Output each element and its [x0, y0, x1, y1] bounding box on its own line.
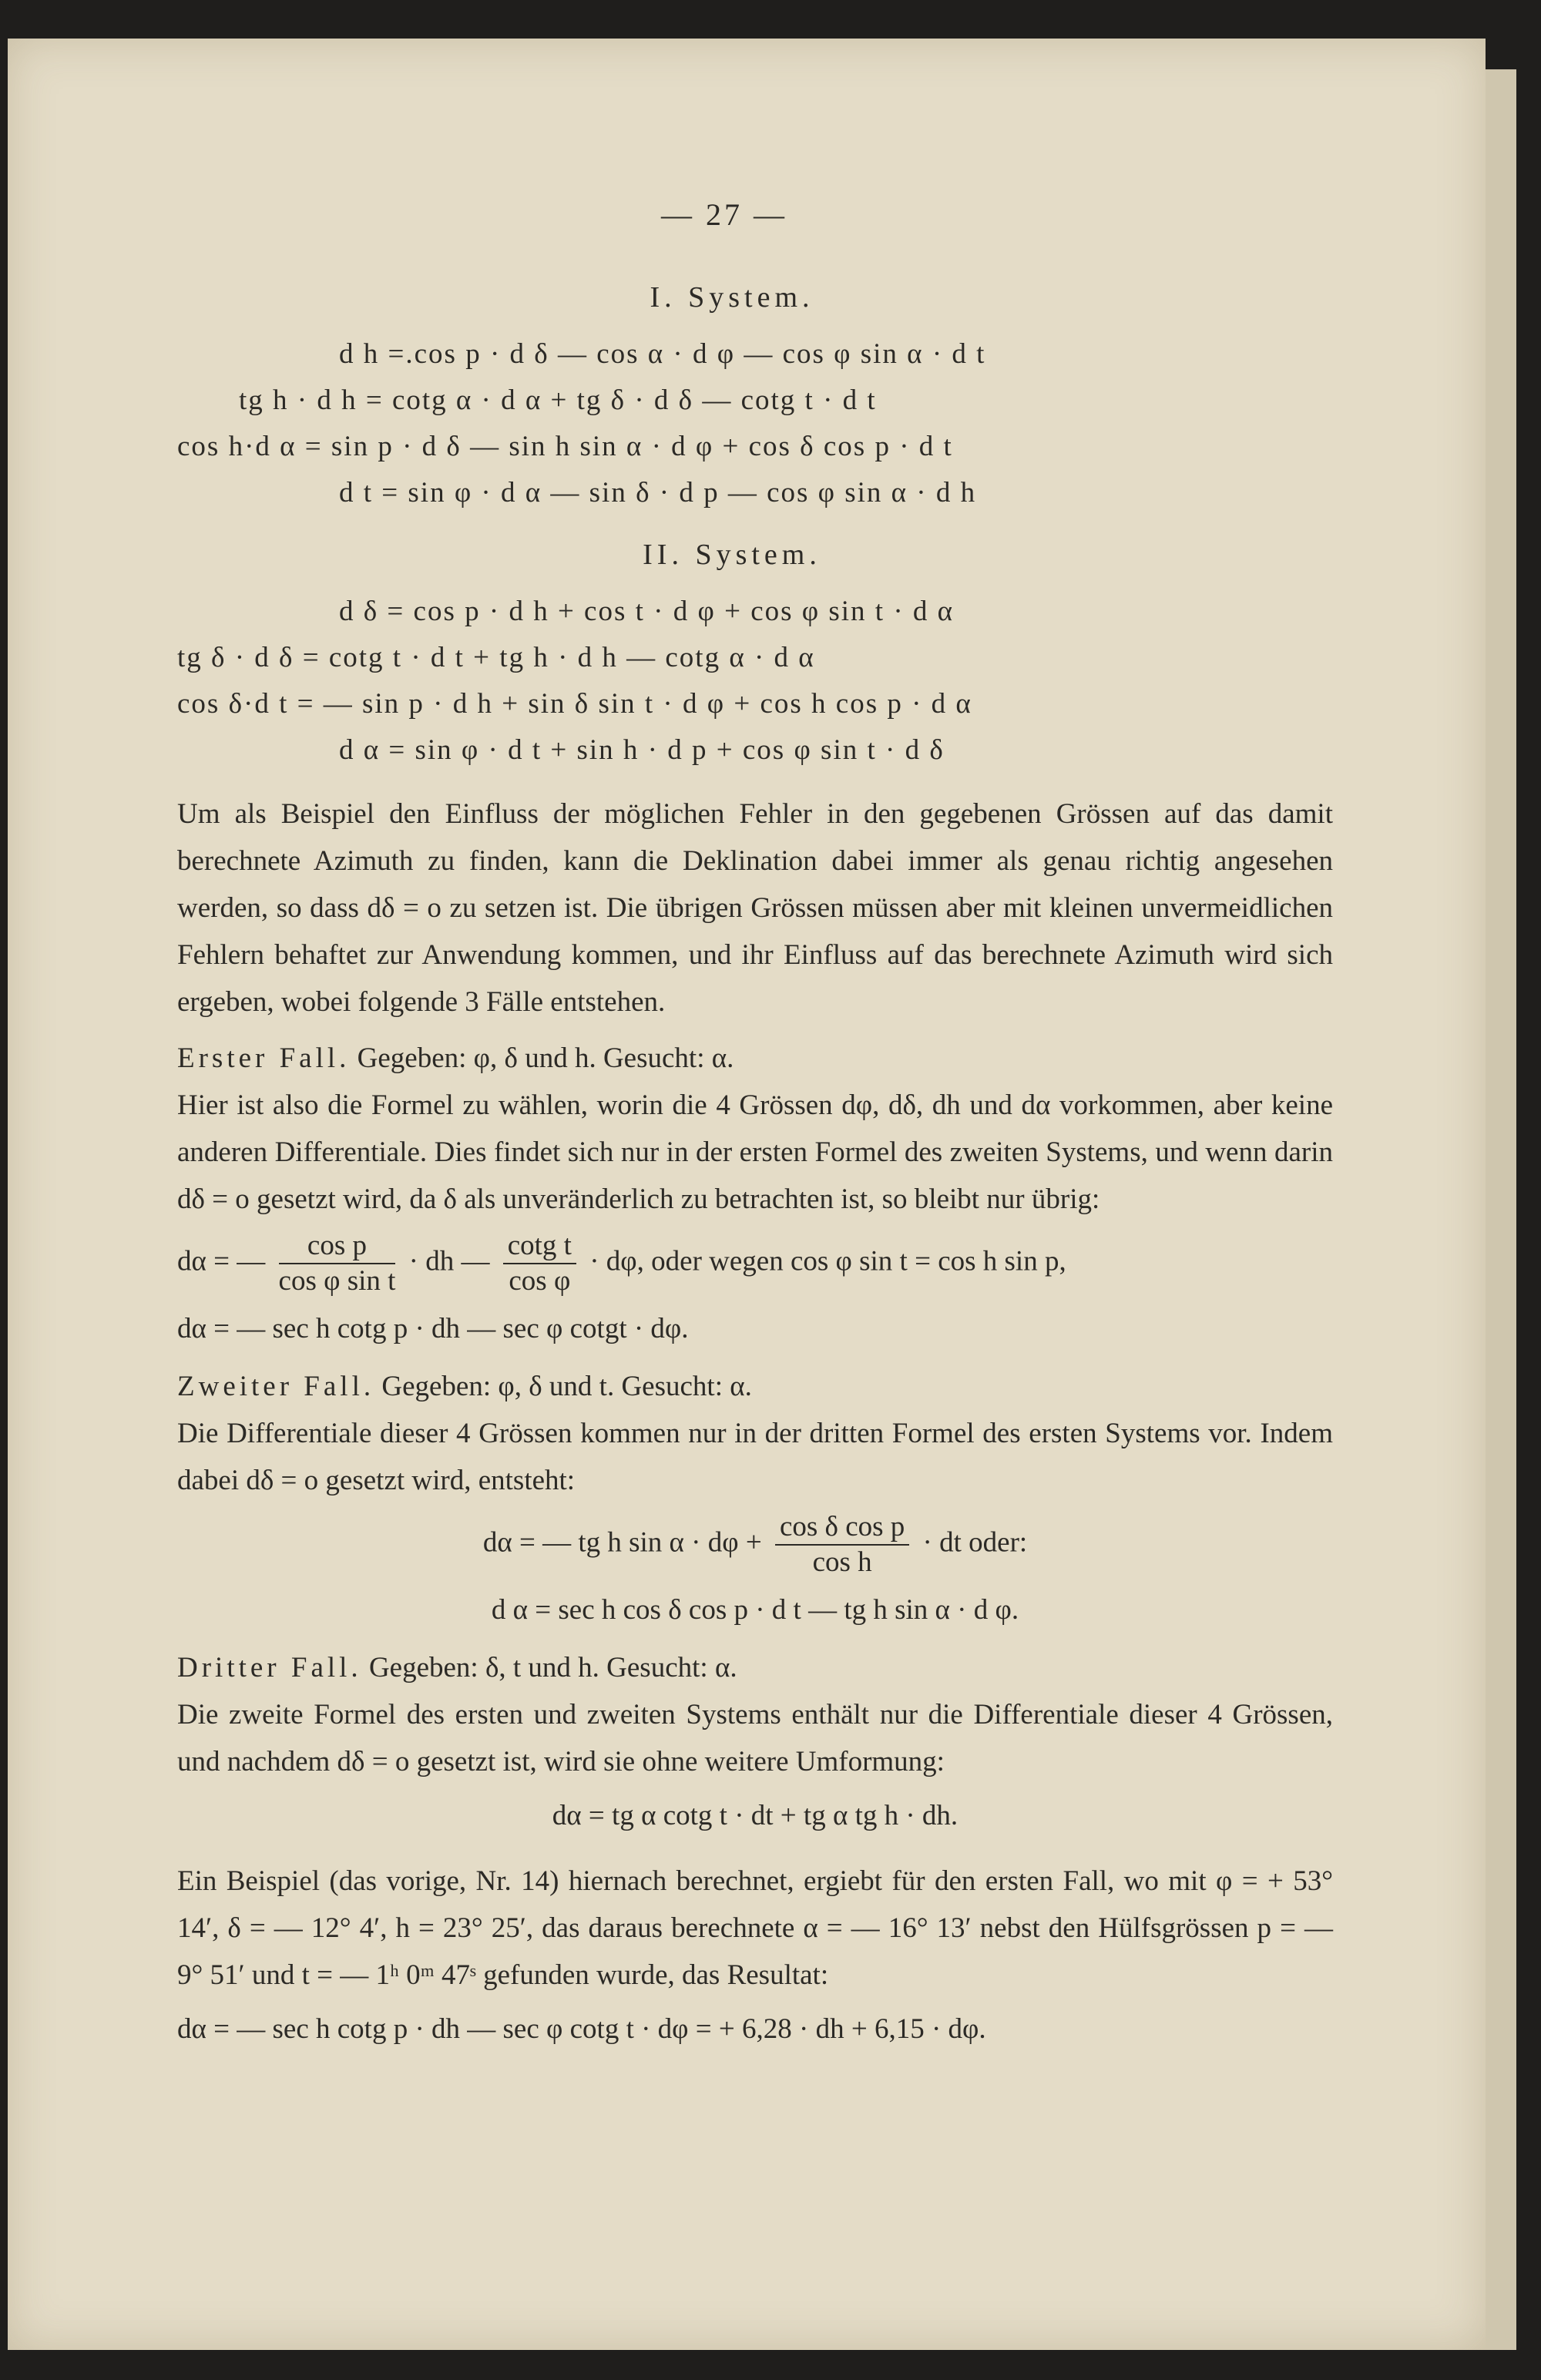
system2-eq1: d δ = cos p · d h + cos t · d φ + cos φ sin t · d α	[339, 596, 955, 627]
intro-paragraph: Um als Beispiel den Einfluss der möglichen Fehler in den gegebenen Grössen auf das damit berechnete Azimuth zu finden, kann die Deklination dabei immer als genau richtig angesehen werden, so dass dδ = o zu setzen ist. Die übrigen Grössen müssen aber mit kleinen unvermeidlichen Fehlern behaftet zur Anwendung kommen, und ihr Einfluss auf das berechnete Azimuth wird sich ergeben, wobei folgende 3 Fälle entstehen.	[177, 798, 1333, 1018]
case3-heading: Dritter Fall.	[177, 1652, 362, 1683]
case2-heading: Zweiter Fall.	[177, 1371, 375, 1402]
example-text: Ein Beispiel (das vorige, Nr. 14) hiernach berechnet, ergiebt für den ersten Fall, wo mit φ = + 53° 14′, δ = — 12° 4′, h = 23° 25′, das daraus berechnete α = — 16° 13′ nebst den Hülfsgrössen p = — 9° 51′ und t = — 1ʰ 0ᵐ 47ˢ gefunden wurde, das Resultat:	[177, 1865, 1333, 1991]
system1-eq3: cos h·d α = sin p · d δ — sin h sin α · d φ + cos δ cos p · d t	[177, 431, 953, 462]
case1-fraction2	[503, 1229, 576, 1298]
case2-formula1	[177, 1510, 1333, 1579]
case2-formula2: d α = sec h cos δ cos p · d t — tg h sin α · d φ.	[491, 1594, 1019, 1626]
case3-given: Gegeben: δ, t und h. Gesucht: α.	[368, 1652, 737, 1683]
page-edge	[1486, 69, 1516, 2350]
system1-eq2: tg h · d h = cotg α · d α + tg δ · d δ — cotg t · d t	[239, 384, 877, 416]
case2-given: Gegeben: φ, δ und t. Gesucht: α.	[381, 1371, 752, 1402]
system2-eq2: tg δ · d δ = cotg t · d t + tg h · d h — cotg α · d α	[177, 642, 815, 673]
case2-f1-lhs: dα = — tg h sin α · dφ +	[482, 1526, 762, 1559]
page-number: — 27 —	[661, 197, 787, 232]
case1-f1-mid: · dh —	[408, 1245, 490, 1277]
case1-fraction1	[279, 1229, 396, 1298]
case3-formula: dα = tg α cotg t · dt + tg α tg h · dh.	[552, 1800, 959, 1831]
case1-frac2-num: cotg t	[503, 1229, 576, 1264]
case1-f1-tail: · dφ, oder wegen cos φ sin t = cos h sin p,	[589, 1245, 1066, 1277]
page-content	[177, 196, 1333, 2060]
system2-eq3: cos δ·d t = — sin p · d h + sin δ sin t · d φ + cos h cos p · d α	[177, 688, 972, 720]
example-result: dα = — sec h cotg p · dh — sec φ cotg t · dφ = + 6,28 · dh + 6,15 · dφ.	[177, 2013, 986, 2045]
system1-eq1: d h =.cos p · d δ — cos α · d φ — cos φ sin α · d t	[339, 338, 986, 370]
system1-eq4: d t = sin φ · d α — sin δ · d p — cos φ sin α · d h	[339, 477, 977, 509]
case1-frac1-num: cos p	[279, 1229, 396, 1264]
case1-formula1	[177, 1229, 1333, 1298]
case1-frac1-den: cos φ sin t	[278, 1265, 396, 1297]
case3	[177, 1644, 1333, 1841]
case1-formula2: dα = — sec h cotg p · dh — sec φ cotgt · dφ.	[177, 1313, 689, 1344]
case1-text: Hier ist also die Formel zu wählen, worin die 4 Grössen dφ, dδ, dh und dα vorkommen, aber keine anderen Differentiale. Dies findet sich nur in der ersten Formel des zweiten Systems, und wenn darin dδ = o gesetzt wird, da δ als unveränderlich zu betrachten ist, so bleibt nur übrig:	[177, 1089, 1333, 1215]
case1-frac2-den: cos φ	[509, 1265, 571, 1297]
system2-eq4: d α = sin φ · d t + sin h · d p + cos φ sin t · d δ	[339, 734, 945, 766]
case2-frac-num: cos δ cos p	[775, 1510, 909, 1546]
case2-f1-tail: · dt oder:	[922, 1526, 1028, 1559]
case1	[177, 1035, 1333, 1354]
case2-frac-den: cos h	[812, 1546, 872, 1578]
case2-text: Die Differentiale dieser 4 Grössen kommen nur in der dritten Formel des ersten Systems vor. Indem dabei dδ = o gesetzt wird, entsteht:	[177, 1418, 1333, 1496]
case2-fraction	[775, 1510, 909, 1579]
case1-heading: Erster Fall.	[177, 1042, 351, 1074]
case1-given: Gegeben: φ, δ und h. Gesucht: α.	[357, 1042, 734, 1074]
system1-title: I. System.	[650, 281, 814, 314]
case2	[177, 1363, 1333, 1635]
case1-f1-lhs: dα = —	[177, 1245, 266, 1277]
system2-title: II. System.	[643, 539, 821, 571]
case3-text: Die zweite Formel des ersten und zweiten Systems enthält nur die Differentiale dieser 4 Grössen, und nachdem dδ = o gesetzt ist, wird sie ohne weitere Umformung:	[177, 1699, 1333, 1777]
